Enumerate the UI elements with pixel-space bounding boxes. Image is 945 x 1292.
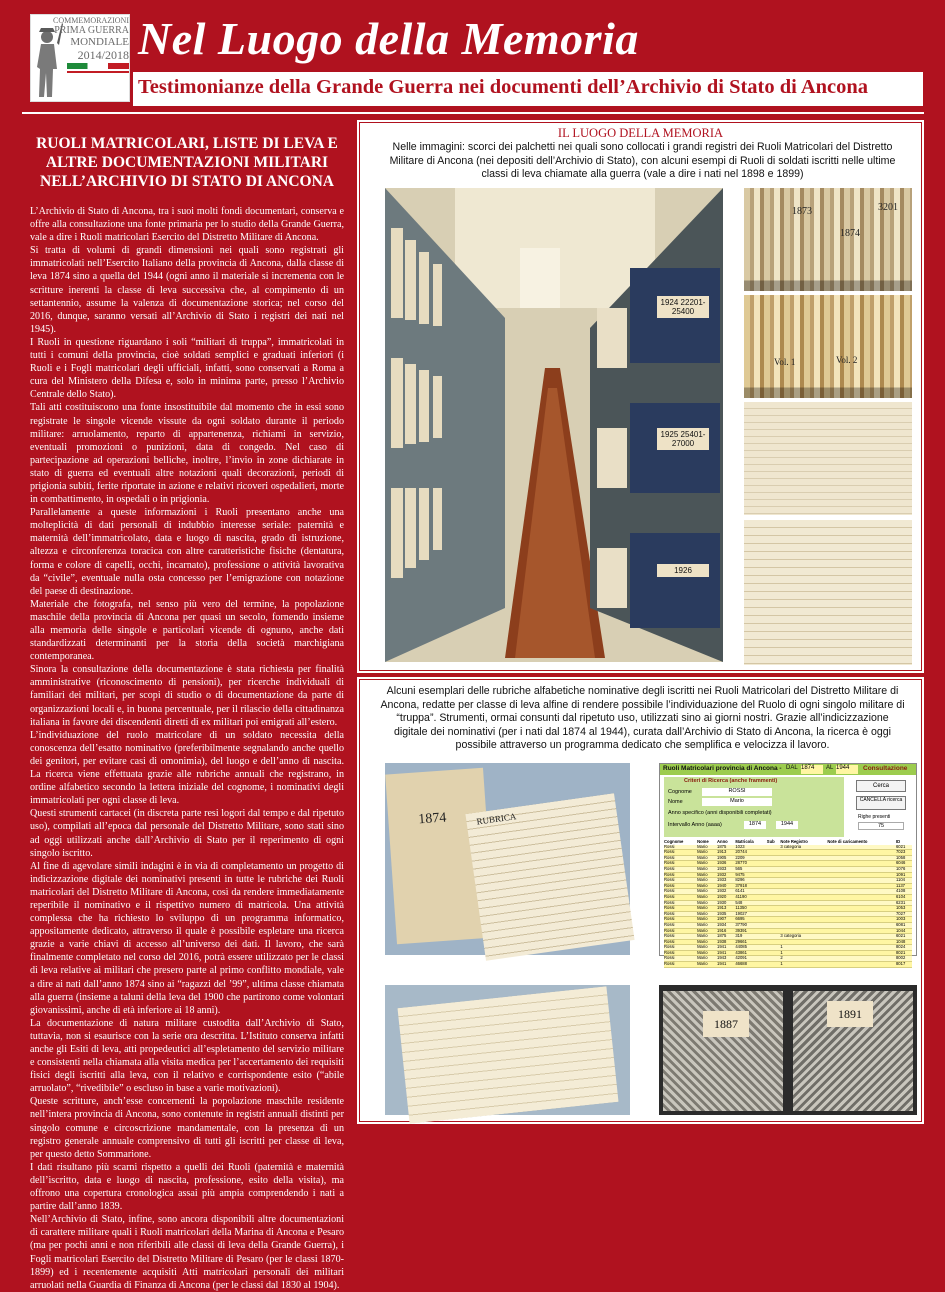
table-cell: 319 bbox=[735, 934, 766, 940]
results-table-body bbox=[664, 845, 912, 968]
table-cell: 1941 bbox=[717, 950, 735, 956]
table-cell: Rossi bbox=[664, 866, 697, 872]
left-column bbox=[22, 124, 352, 1291]
table-cell: Rossi bbox=[664, 861, 697, 867]
table-cell: 1920 bbox=[717, 894, 735, 900]
table-cell: 1058 bbox=[896, 855, 912, 861]
table-cell: 37918 bbox=[735, 883, 766, 889]
table-cell: Mario bbox=[697, 878, 717, 884]
table-cell: 8296 bbox=[735, 878, 766, 884]
table-cell bbox=[767, 962, 781, 968]
intervallo-label: Intervallo Anno (aaaa) bbox=[668, 822, 722, 828]
table-cell: 1907 bbox=[717, 917, 735, 923]
spine-label: 3201 bbox=[878, 202, 898, 213]
logo-line-2: PRIMA GUERRA bbox=[54, 25, 129, 36]
table-cell: 6141 bbox=[735, 889, 766, 895]
table-cell: 44085 bbox=[735, 945, 766, 951]
intervallo-al-field[interactable]: 1944 bbox=[776, 821, 798, 829]
paragraph: La documentazione di natura militare custodita dall’Archivio di Stato, tuttavia, non si esaurisce con la serie ora descritta. L’Istituto conserva infatti anche gli Esiti di leva, atti propedeutici all’espletamento del servizio militare e consistenti nella chiamata alla visita medica per l’accertamento dei requisiti fisici degli iscritti alla leva, con il relativo e corrispondente esito (“abile arruolato”, “rivedibile” o escluso in base a varie motivazioni). bbox=[30, 1017, 344, 1095]
column-header: Sub bbox=[766, 839, 775, 844]
table-cell: Mario bbox=[697, 934, 717, 940]
registro-frontespizio-photo bbox=[385, 985, 630, 1115]
table-cell: 1930 bbox=[717, 900, 735, 906]
table-cell: 6081 bbox=[896, 922, 912, 928]
rubrica-photo bbox=[385, 763, 630, 955]
table-cell: Rossi bbox=[664, 934, 697, 940]
table-cell: 1932 bbox=[717, 872, 735, 878]
table-cell: Mario bbox=[697, 906, 717, 912]
table-cell: Rossi bbox=[664, 855, 697, 861]
dal-field[interactable]: 1874 bbox=[801, 765, 823, 774]
table-cell: 6231 bbox=[896, 900, 912, 906]
table-cell: Mario bbox=[697, 894, 717, 900]
table-cell: 1137 bbox=[896, 883, 912, 889]
table-cell: 1938 bbox=[717, 939, 735, 945]
anno-label: Anno specifico (anni disponibili completati) bbox=[668, 810, 772, 816]
register-page-photo-1 bbox=[744, 402, 912, 515]
rubrica-label: RUBRICA bbox=[475, 811, 517, 827]
table-cell: Rossi bbox=[664, 922, 697, 928]
table-cell: 1076 bbox=[896, 866, 912, 872]
bottom-panel-description: Alcuni esemplari delle rubriche alfabetiche nominative degli iscritti nei Ruoli Matricolari del Distretto Militare di Ancona, redatte per classe di leva alfine di rendere possibile l’individuazione del Ruolo di ogni singolo militare di “truppa”. Strumenti, ormai consunti dal ripetuto uso, utilizzati sino ai giorni nostri. Grazie all’indicizzazione digitale dei nominativi (per i nati dal 1874 al 1944), curata dall’Archivio di Stato di Ancona, la ricerca è oggi possibile attraverso un programma dedicato che semplifica e velocizza il lavoro. bbox=[380, 685, 905, 751]
book-label: 1887 bbox=[703, 1011, 749, 1037]
paragraph: L’individuazione del ruolo matricolare di un soldato necessita della conoscenza dell’esatto nominativo (preferibilmente segnalando anche quello dei genitori, per evitare casi di omonimia), del luogo e dell’anno di nascita. La ricerca viene effettuata grazie alle rubriche annuali che registrano, in ordine alfabetico secondo la lettera iniziale del cognome, i nominativi degli immatricolati per ogni classe di leva. bbox=[30, 729, 344, 807]
cerca-button[interactable]: Cerca bbox=[856, 780, 906, 792]
table-cell: Rossi bbox=[664, 889, 697, 895]
top-panel-description: Nelle immagini: scorci dei palchetti nei quali sono collocati i grandi registri dei Ruoli Matricolari del Distretto Militare di Ancona (nei depositi dell’Archivio di Stato), con alcuni esempi di Ruoli di soldati iscritti nelle ultime classi di leva chiamate alla guerra (vale a dire i nati nel 1898 e 1899) bbox=[389, 141, 896, 180]
logo bbox=[30, 14, 130, 102]
table-cell: 1875 bbox=[717, 934, 735, 940]
archive-corridor-illustration bbox=[385, 188, 723, 662]
table-cell: Rossi bbox=[664, 872, 697, 878]
table-cell: 3 categoria bbox=[780, 845, 827, 850]
software-title: Ruoli Matricolari provincia di Ancona - bbox=[663, 765, 782, 772]
table-cell: 11350 bbox=[735, 906, 766, 912]
table-cell: Mario bbox=[697, 917, 717, 923]
volume-label: 1924 22201-25400 bbox=[657, 296, 709, 318]
al-field[interactable]: 1944 bbox=[836, 765, 858, 774]
bottom-photo-panel bbox=[357, 677, 924, 1124]
table-cell: Rossi bbox=[664, 911, 697, 917]
table-cell: 1 bbox=[780, 962, 827, 968]
table-cell: 7023 bbox=[896, 850, 912, 856]
table-cell: 46688 bbox=[735, 962, 766, 968]
paragraph: Parallelamente a queste informazioni i Ruoli presentano anche una molteplicità di dati personali di indubbio interesse seriale: paternità e maternità dell’immatricolato, data e luogo di nascita, grado di istruzione, altezza e circonferenza toracica con altre caratteristiche fisiche (dentatura, forma e colore di capelli, occhi, incarnato), professione o attività lavorativa da “civile”, eventuale nulla osta concesso per l’emigrazione con notazione del paese di destinazione. bbox=[30, 507, 344, 597]
table-cell: 1913 bbox=[717, 850, 735, 856]
table-cell: 19027 bbox=[735, 911, 766, 917]
rubrica-year: 1874 bbox=[417, 810, 447, 828]
left-heading: RUOLI MATRICOLARI, LISTE DI LEVA E ALTRE DOCUMENTAZIONI MILITARI NELL’ARCHIVIO DI STATO DI ANCONA bbox=[36, 135, 338, 190]
table-cell: Rossi bbox=[664, 894, 697, 900]
top-panel-title: IL LUOGO DELLA MEMORIA bbox=[557, 126, 724, 140]
table-cell: Rossi bbox=[664, 956, 697, 962]
spine-label: Vol. 1 bbox=[774, 357, 796, 367]
table-cell: 6695 bbox=[735, 917, 766, 923]
table-cell: Mario bbox=[697, 845, 717, 850]
column-header: ID bbox=[895, 839, 901, 844]
paragraph: I Ruoli in questione riguardano i soli “militari di truppa”, immatricolati in tutti i comuni della provincia, cioè soldati semplici e graduati inferiori (i Ruoli e i Fogli matricolari degli ufficiali, infatti, sono conservati a Roma a cura del Ministero della Difesa e, solo in minima parte, presso l’Archivio Centrale dello Stato). bbox=[30, 336, 344, 401]
table-cell: 8024 bbox=[896, 945, 912, 951]
register-page-photo-2 bbox=[744, 520, 912, 665]
table-row[interactable] bbox=[664, 962, 912, 968]
table-cell: 9475 bbox=[735, 872, 766, 878]
table-cell: Rossi bbox=[664, 900, 697, 906]
table-cell: Rossi bbox=[664, 878, 697, 884]
table-cell bbox=[827, 962, 896, 968]
table-cell: 6046 bbox=[896, 861, 912, 867]
paragraph: L’Archivio di Stato di Ancona, tra i suoi molti fondi documentari, conserva e offre alla consultazione una fonte primaria per lo studio della Grande Guerra, vale a dire i Ruoli matricolari Esercito del Distretto Militare di Ancona. bbox=[30, 206, 344, 244]
results-table bbox=[664, 840, 912, 968]
spine-label: 1873 bbox=[792, 206, 812, 217]
left-body-text bbox=[22, 205, 352, 1292]
table-cell: 8002 bbox=[896, 956, 912, 962]
marbled-cover-1 bbox=[663, 991, 783, 1111]
table-cell: 1913 bbox=[717, 906, 735, 912]
column-header: Matricola bbox=[735, 839, 754, 844]
table-cell: 42091 bbox=[735, 956, 766, 962]
header-divider bbox=[22, 112, 924, 114]
column-header: Note di caricamento bbox=[827, 839, 868, 844]
consultazione-label: Consultazione bbox=[863, 765, 908, 772]
tricolore-underline bbox=[67, 71, 129, 73]
al-label: AL bbox=[826, 765, 834, 771]
archive-corridor-photo bbox=[385, 188, 723, 662]
intervallo-dal-field[interactable]: 1874 bbox=[744, 821, 766, 829]
paragraph: I dati risultano più scarni rispetto a quelli dei Ruoli (paternità e maternità dell’iscritto, data e luogo di nascita, professione, esito della visita), ma offrono una copertura cronologica assai più ampia comprendendo i nati a partire dall’anno 1839. bbox=[30, 1161, 344, 1213]
table-cell: Rossi bbox=[664, 945, 697, 951]
table-cell: 1044 bbox=[896, 928, 912, 934]
table-cell: 1023 bbox=[735, 845, 766, 850]
table-cell: Mario bbox=[697, 866, 717, 872]
top-photo-panel bbox=[357, 120, 924, 673]
table-cell: 1916 bbox=[717, 928, 735, 934]
table-cell: 6021 bbox=[896, 845, 912, 850]
volume-label: 1925 25401-27000 bbox=[657, 428, 709, 450]
table-cell: 39391 bbox=[735, 928, 766, 934]
table-cell: Mario bbox=[697, 872, 717, 878]
cognome-label: Cognome bbox=[668, 789, 692, 795]
table-cell: Mario bbox=[697, 962, 717, 968]
nome-field[interactable]: Mario bbox=[702, 798, 772, 806]
paragraph: Queste scritture, anch’esse concernenti la popolazione maschile residente nell’intera provincia di Ancona, sono contenute in registri annuali distinti per singolo comune e circoscrizione mandamentale, con la presenza di un registro generale annuale comprensivo di tutti gli iscritti per classe di leva, per questo detto Sommarione. bbox=[30, 1096, 344, 1160]
registers-spines-photo-2 bbox=[744, 295, 912, 398]
table-cell: 1 bbox=[780, 945, 827, 951]
table-cell: 43861 bbox=[735, 950, 766, 956]
cancella-button[interactable]: CANCELLA ricerca bbox=[856, 796, 906, 810]
table-cell: Rossi bbox=[664, 962, 697, 968]
table-cell: 1091 bbox=[896, 872, 912, 878]
column-header: Note Registro bbox=[780, 839, 808, 844]
table-cell: 7027 bbox=[896, 911, 912, 917]
nome-label: Nome bbox=[668, 799, 683, 805]
table-cell: 1943 bbox=[717, 956, 735, 962]
table-cell: Rossi bbox=[664, 928, 697, 934]
table-cell: Mario bbox=[697, 900, 717, 906]
table-cell: 1905 bbox=[717, 855, 735, 861]
table-cell: 1875 bbox=[717, 845, 735, 850]
frontespizio-page bbox=[398, 986, 619, 1123]
table-cell: 8021 bbox=[896, 950, 912, 956]
page-title: Nel Luogo della Memoria bbox=[138, 13, 639, 64]
table-cell: 1933 bbox=[717, 866, 735, 872]
table-cell: 565 bbox=[735, 866, 766, 872]
table-cell: 1003 bbox=[896, 917, 912, 923]
paragraph: Nell’Archivio di Stato, infine, sono ancora disponibili altre documentazioni di carattere militare quali i Ruoli matricolari della Marina di Ancona e Pesaro (ma per pochi anni e non riferibili alle classi di leva della Grande Guerra), i Fogli matricolari Esercito del Distretto Militare di Pesaro (per le classi 1870-1899) ed i recentemente acquisiti Atti matricolari personali dei militari arruolati nella Guardia di Finanza di Ancona (per le classi dal 1830 al 1904). bbox=[30, 1214, 344, 1291]
logo-line-1: COMMEMORAZIONI bbox=[53, 16, 129, 25]
table-cell: 1935 bbox=[717, 911, 735, 917]
table-cell: 4108 bbox=[896, 889, 912, 895]
spine-label: 1874 bbox=[840, 228, 860, 239]
software-title-bar bbox=[660, 764, 916, 775]
table-cell: 41190 bbox=[735, 894, 766, 900]
table-cell: Mario bbox=[697, 956, 717, 962]
paragraph: Materiale che fotografa, nel senso più vero del termine, la popolazione maschile della provincia di Ancona per quasi un secolo, fornendo insieme alla memoria delle singole e particolari vicende di ognuno, anche dati standardizzati determinanti per la storia della società marchigiana contemporanea. bbox=[30, 598, 344, 663]
table-cell: Mario bbox=[697, 911, 717, 917]
table-cell: Mario bbox=[697, 939, 717, 945]
table-cell: Rossi bbox=[664, 906, 697, 912]
table-cell: 28770 bbox=[735, 861, 766, 867]
column-header: Anno bbox=[716, 839, 728, 844]
rubriche-volumes-photo bbox=[659, 985, 917, 1115]
tricolore-stripe bbox=[67, 63, 129, 69]
paragraph: Questi strumenti cartacei (in discreta parte resi logori dal tempo e dal ripetuto uso), compilati all’epoca dal personale del Distretto Militare, sono stati sino ad oggi utilizzati anche dall’Archivio di Stato per il reperimento di ogni singolo iscritto. bbox=[30, 808, 344, 859]
marbled-cover-2 bbox=[793, 991, 913, 1111]
table-cell: 29661 bbox=[735, 939, 766, 945]
table-cell: Mario bbox=[697, 861, 717, 867]
paragraph: Al fine di agevolare simili indagini è in via di completamento un progetto di indicizzazione digitale dei nominativi presenti in tutte le rubriche dei Ruoli matricolari del Distretto Militare di Ancona, così da rendere immediatamente reperibile il nominativo e il rispettivo numero di matricola. Una attività complessa che ha richiesto lo sviluppo di un programma informatico, appositamente dedicato, attraverso il quale è possibile espletare una ricerca grazie a varie chiavi di accesso all’universo dei dati. Il lavoro, che sarà finalmente completato nel corso del 2016, potrà essere utilizzato per le classi di leva relative ai militari che presero parte al primo conflitto mondiale, vale a dire ai nati dall’anno 1874 sino ai “ragazzi del ’99”, ultima classe chiamata alla guerra (insieme a taluni della leva del 1900 che partirono come volontari giovanissimi, anche di età inferiore ai 18 anni). bbox=[30, 860, 344, 1016]
table-cell: Rossi bbox=[664, 917, 697, 923]
software-screenshot bbox=[659, 763, 917, 967]
logo-line-3: MONDIALE bbox=[70, 36, 129, 48]
table-cell: 1941 bbox=[717, 962, 735, 968]
table-cell: 548 bbox=[735, 900, 766, 906]
table-cell: 8017 bbox=[896, 962, 912, 968]
search-criteria-box bbox=[664, 777, 844, 837]
table-cell: Mario bbox=[697, 928, 717, 934]
table-cell: 1934 bbox=[717, 922, 735, 928]
volume-label: 1926 bbox=[657, 564, 709, 577]
rubrica-page bbox=[465, 793, 634, 960]
paragraph: Si tratta di volumi di grandi dimensioni nei quali sono registrati gli immatricolati nell’Esercito Italiano della provincia di Ancona, dalla classe di leva 1874 sino a quella del 1944 (ogni anno il materiale si incrementa con le scritture inerenti la classe di leva successiva che, al compimento di un settantennio, assume la valenza di documentazione storica; nel corso del 2016, dunque, saranno versati all’Archivio di Stato i registri dei nati nel 1945). bbox=[30, 245, 344, 335]
table-cell: 1104 bbox=[896, 878, 912, 884]
righe-field: 75 bbox=[858, 822, 904, 830]
table-cell: 2209 bbox=[735, 855, 766, 861]
table-cell: 37790 bbox=[735, 922, 766, 928]
page-subtitle: Testimonianze della Grande Guerra nei documenti dell’Archivio di Stato di Ancona bbox=[138, 76, 869, 98]
paragraph: Tali atti costituiscono una fonte insostituibile dal momento che in essi sono registrate le singole vicende vissute da ogni soldato durante il periodo militare: arruolamento, reparto di appartenenza, richiami in servizio, eventuali promozioni o punizioni, data di congedo. Nel caso di partecipazione ad operazioni belliche, inoltre, l’invio in zone dichiarate in stato di guerra ed eventuali altre notazioni quali decorazioni, periodi di prigionia subiti, ferite riportate in azione e relativi ricoveri ospedalieri, morte in combattimento, in ospedali o in prigionia. bbox=[30, 402, 344, 506]
table-cell: 1933 bbox=[717, 878, 735, 884]
book-label: 1891 bbox=[827, 1001, 873, 1027]
table-cell: Rossi bbox=[664, 950, 697, 956]
column-header: Nome bbox=[697, 839, 709, 844]
table-cell: 20744 bbox=[735, 850, 766, 856]
table-cell: Mario bbox=[697, 883, 717, 889]
table-cell: Mario bbox=[697, 889, 717, 895]
table-cell: 1940 bbox=[717, 883, 735, 889]
table-cell: 1936 bbox=[717, 861, 735, 867]
table-cell: 6021 bbox=[896, 934, 912, 940]
table-cell: Mario bbox=[697, 850, 717, 856]
cognome-field[interactable]: ROSSI bbox=[702, 788, 772, 796]
table-cell: 1 bbox=[780, 950, 827, 956]
table-cell: Mario bbox=[697, 855, 717, 861]
table-cell: 1932 bbox=[717, 889, 735, 895]
table-cell: Rossi bbox=[664, 883, 697, 889]
column-header: Cognome bbox=[664, 839, 684, 844]
table-cell: 1053 bbox=[896, 906, 912, 912]
paragraph: Sinora la consultazione della documentazione è stata richiesta per finalità amministrative (riconoscimento di pensioni), per ricerche individuali di familiari dei militari, per scopi di studio o di documentazione da parte di organizzazioni locali e, in buona percentuale, per il rilascio della cittadinanza italiana in favore dei discendenti diretti di ex militari poi emigrati all’estero. bbox=[30, 664, 344, 728]
table-cell: Rossi bbox=[664, 850, 697, 856]
registers-spines-photo-1 bbox=[744, 188, 912, 291]
table-cell: Mario bbox=[697, 922, 717, 928]
logo-line-4: 2014/2018 bbox=[77, 48, 129, 62]
table-cell: 1941 bbox=[717, 945, 735, 951]
table-cell: Rossi bbox=[664, 939, 697, 945]
table-cell: 1048 bbox=[896, 939, 912, 945]
dal-label: DAL bbox=[786, 765, 798, 771]
table-cell: 2 bbox=[780, 956, 827, 962]
righe-label: Righe presenti bbox=[858, 814, 891, 820]
spine-label: Vol. 2 bbox=[836, 355, 858, 365]
table-cell: 3 categoria bbox=[780, 934, 827, 940]
table-cell: Mario bbox=[697, 945, 717, 951]
criteria-label: Criteri di Ricerca (anche frammenti) bbox=[684, 778, 778, 784]
table-cell: Rossi bbox=[664, 845, 697, 850]
table-cell: Mario bbox=[697, 950, 717, 956]
table-cell: 6104 bbox=[896, 894, 912, 900]
